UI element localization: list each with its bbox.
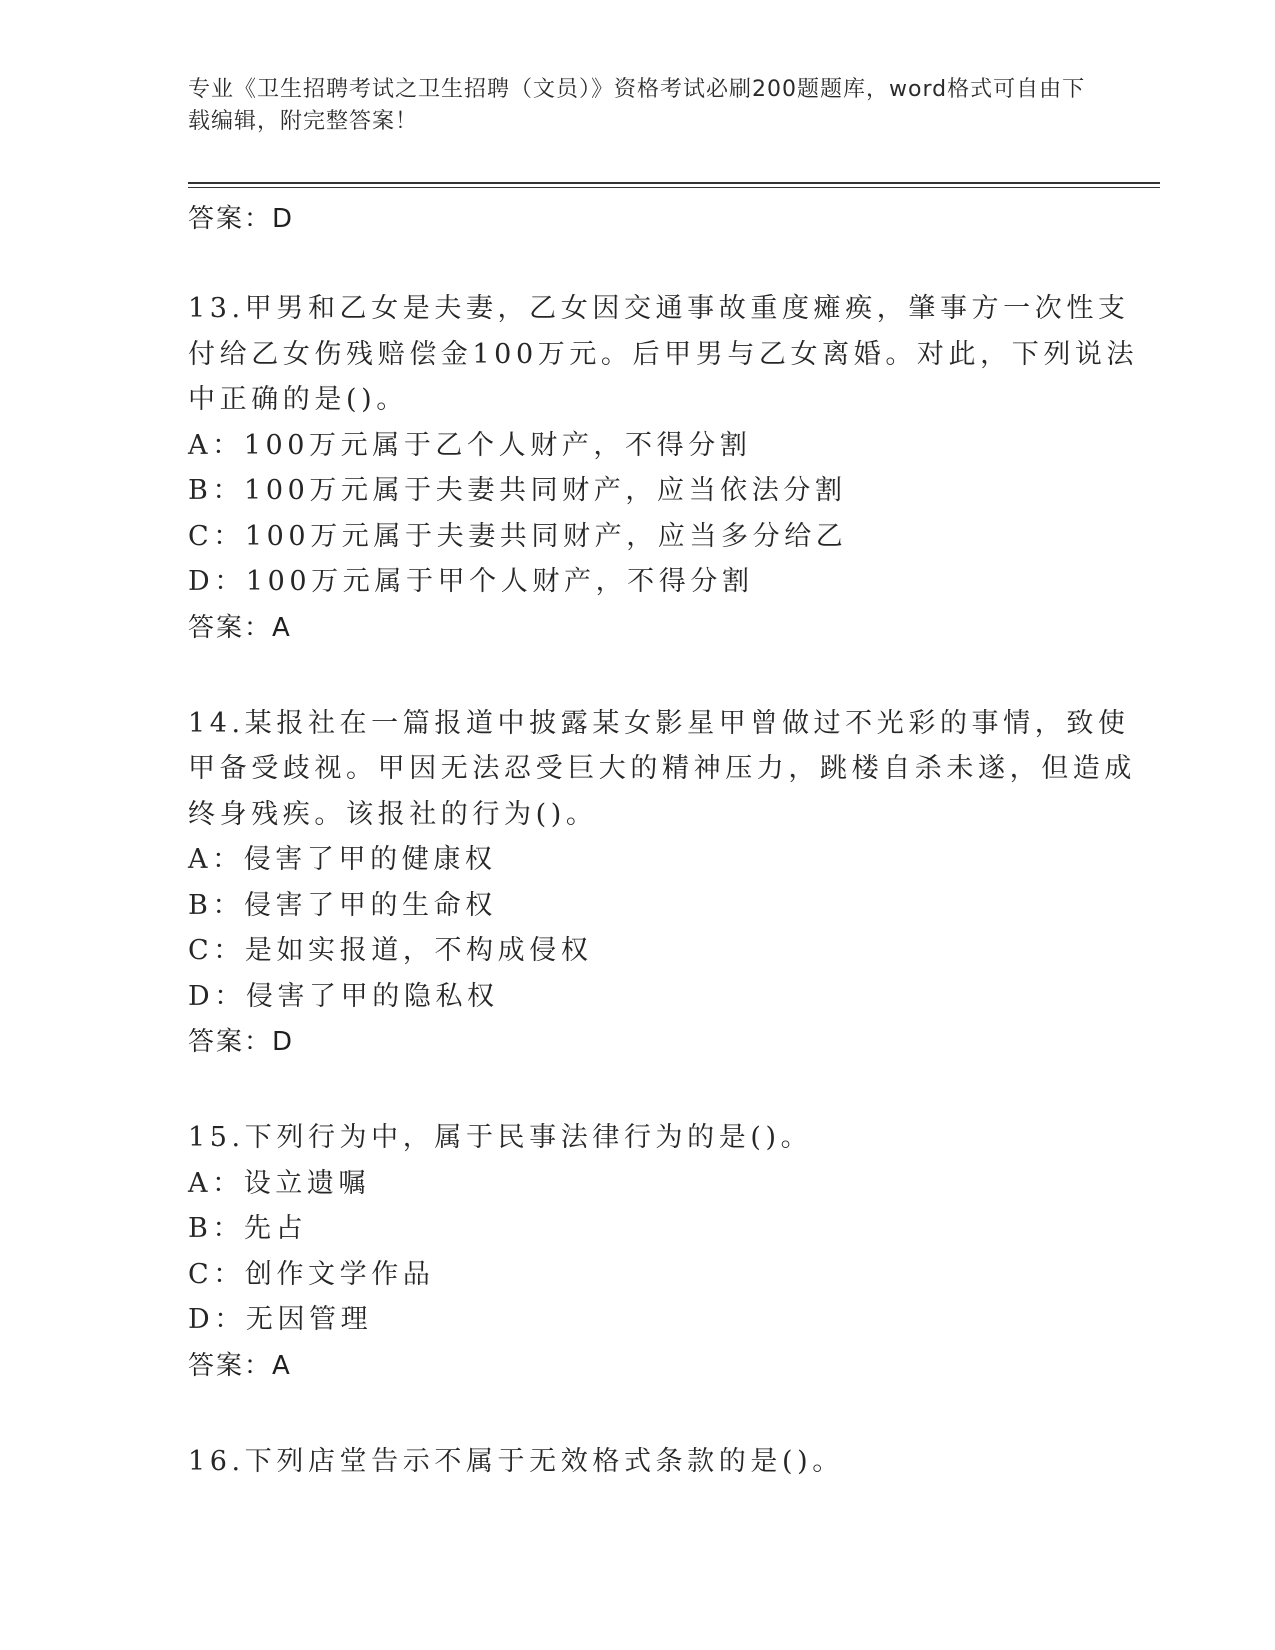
question-15 (188, 1115, 1160, 1389)
option-c: C：100万元属于夫妻共同财产，应当多分给乙 (188, 520, 848, 552)
option-d: D：100万元属于甲个人财产，不得分割 (188, 566, 754, 597)
question-stem: 16.下列店堂告示不属于无效格式条款的是()。 (188, 1445, 844, 1477)
option-b: B：侵害了甲的生命权 (188, 889, 497, 921)
option-c: C：创作文学作品 (188, 1258, 435, 1290)
option-a: A：侵害了甲的健康权 (188, 844, 497, 875)
question-16 (188, 1439, 1160, 1485)
document-page (188, 0, 1160, 1484)
option-a: A：设立遗嘱 (188, 1167, 371, 1199)
header-divider-inner (188, 187, 1160, 188)
option-c: C：是如实报道，不构成侵权 (188, 935, 593, 966)
option-a: A：100万元属于乙个人财产，不得分割 (188, 429, 752, 461)
page-header: 专业《卫生招聘考试之卫生招聘（文员）》资格考试必刷200题题库，word格式可自由下载编辑，附完整答案！ (188, 77, 1086, 134)
option-d: D：无因管理 (188, 1304, 373, 1335)
answer-label: 答案：A (188, 1350, 292, 1381)
question-stem: 13.甲男和乙女是夫妻，乙女因交通事故重度瘫痪，肇事方一次性支付给乙女伤残赔偿金100万元。后甲男与乙女离婚。对此，下列说法中正确的是()。 (188, 293, 1139, 415)
option-b: B：先占 (188, 1213, 308, 1244)
header-divider (188, 182, 1160, 188)
option-b: B：100万元属于夫妻共同财产，应当依法分割 (188, 475, 847, 506)
question-stem: 15.下列行为中，属于民事法律行为的是()。 (188, 1122, 813, 1153)
question-13 (188, 286, 1160, 651)
option-d: D：侵害了甲的隐私权 (188, 980, 499, 1012)
answer-label: 答案：D (188, 1027, 295, 1057)
question-stem: 14.某报社在一篇报道中披露某女影星甲曾做过不光彩的事情，致使甲备受歧视。甲因无法忍受巨大的精神压力，跳楼自杀未遂，但造成终身残疾。该报社的行为()。 (188, 707, 1136, 830)
question-14 (188, 701, 1160, 1066)
answer-label: 答案：D (188, 204, 295, 234)
answer-label: 答案：A (188, 612, 292, 643)
